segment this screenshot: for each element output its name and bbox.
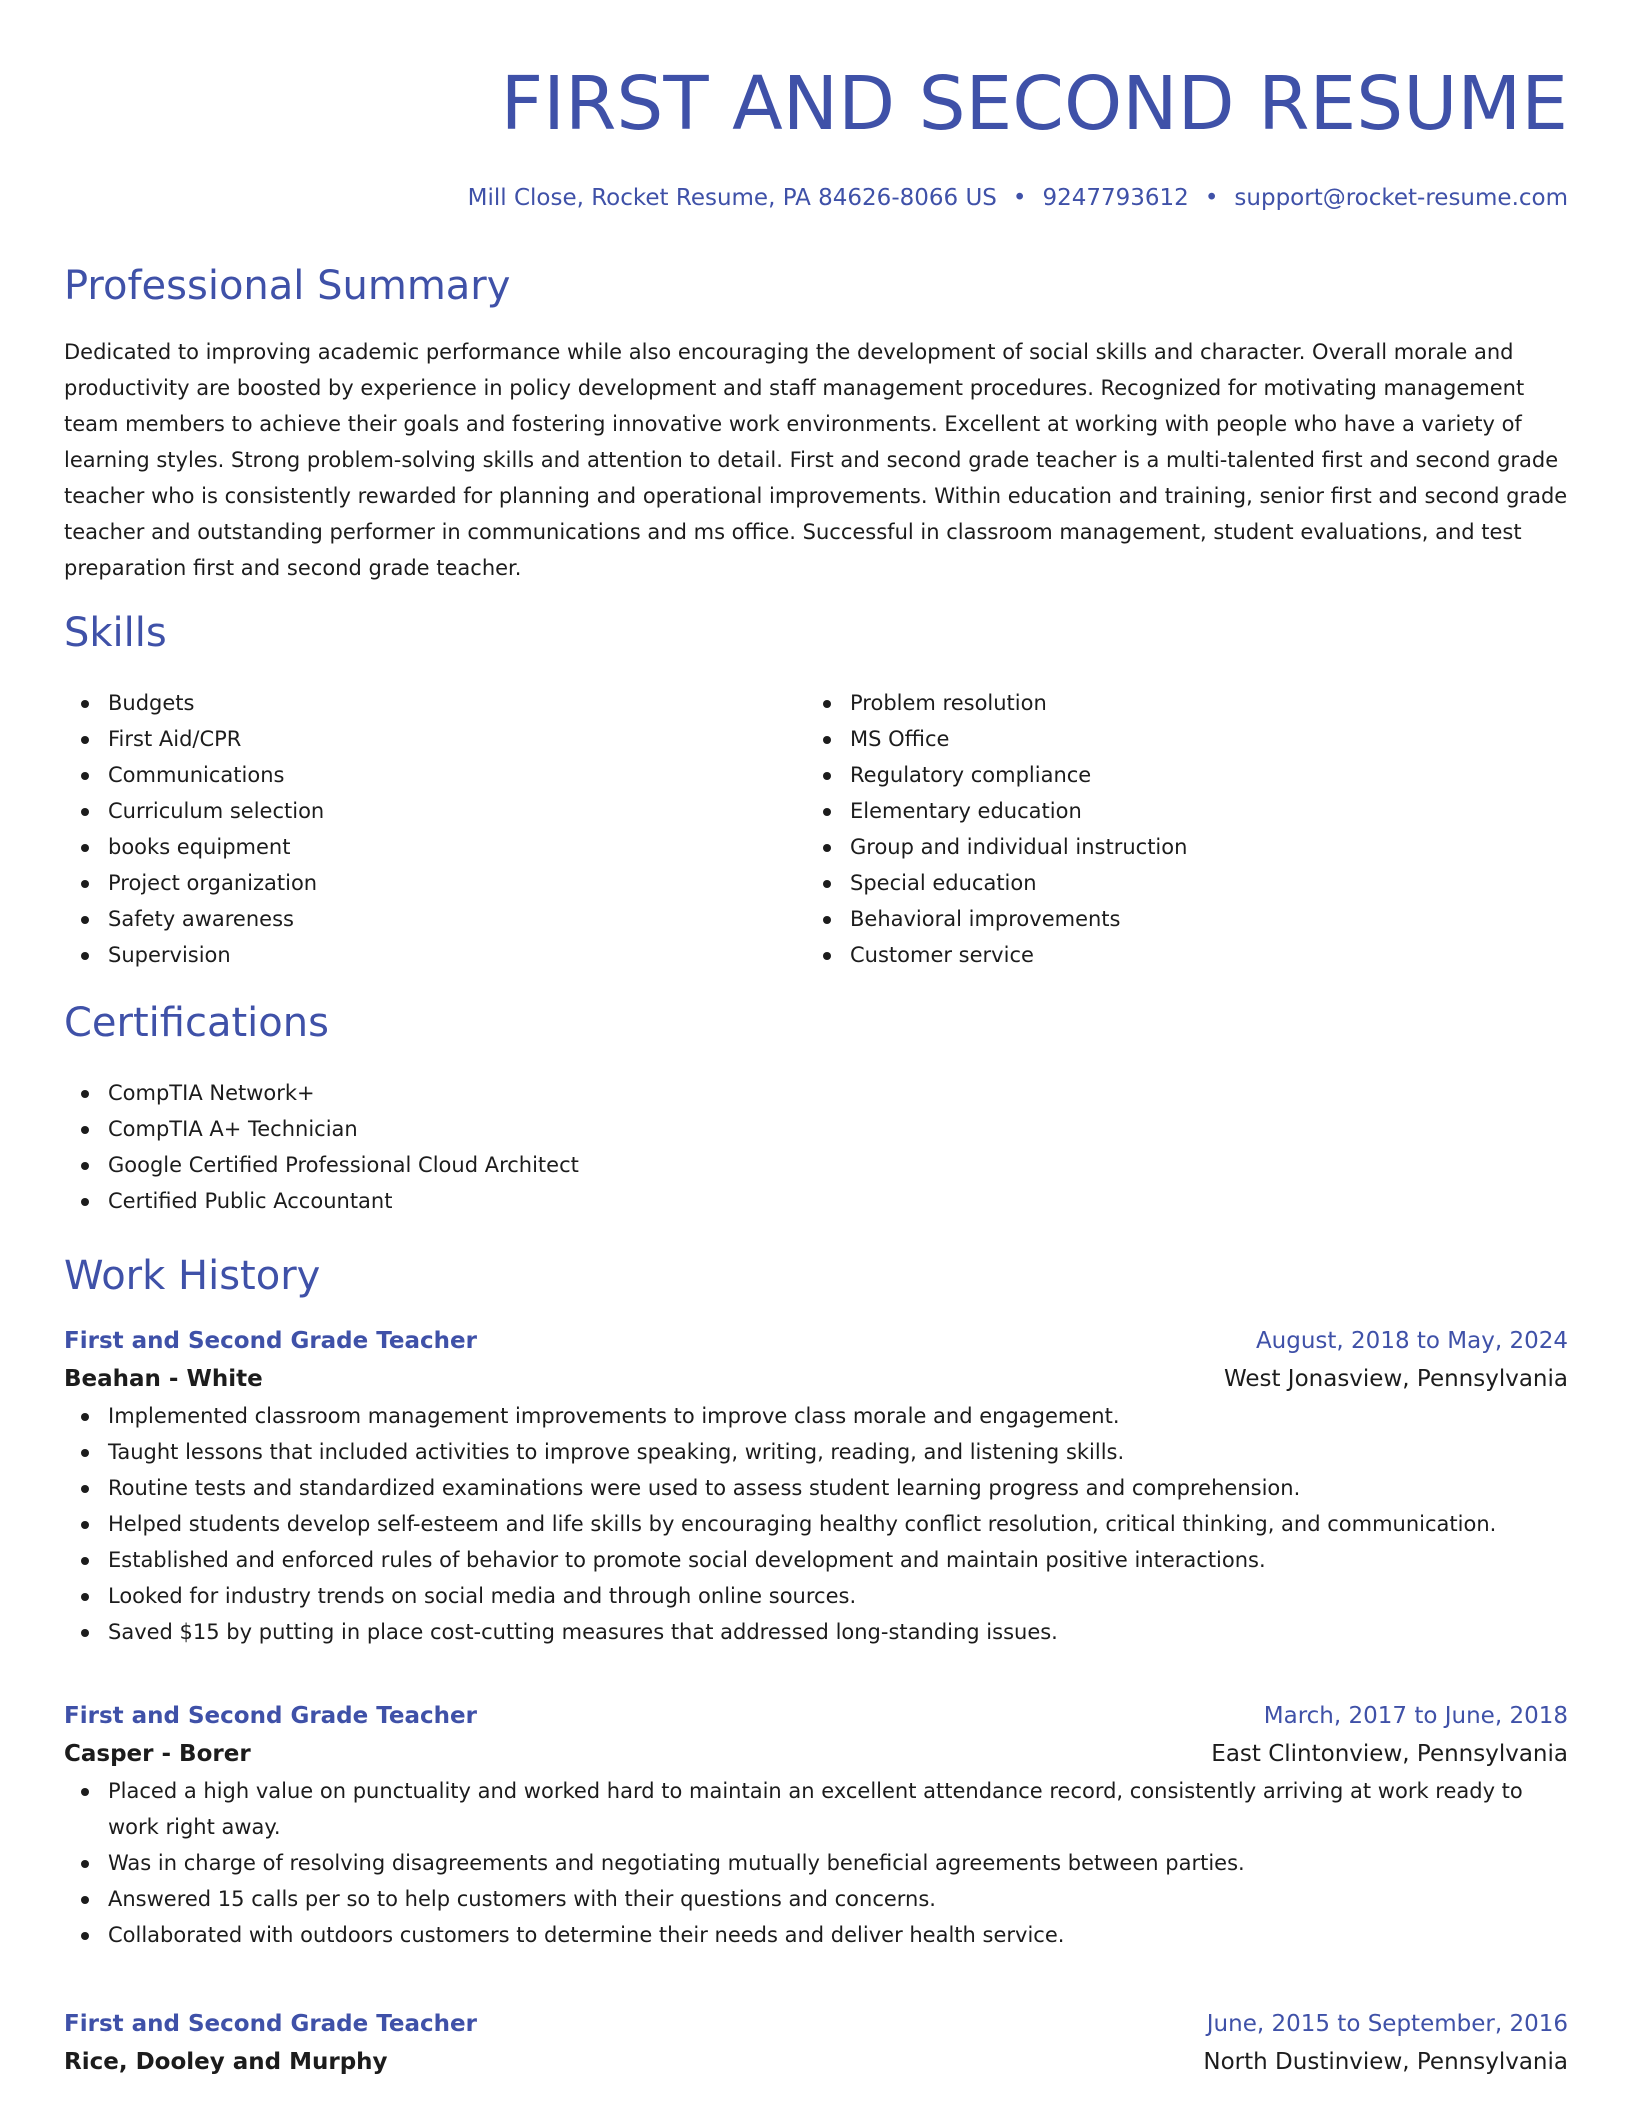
- certification-item: Certified Public Accountant: [64, 1183, 1568, 1219]
- job-location: East Clintonview, Pennsylvania: [1211, 1741, 1568, 1767]
- job-location: North Dustinview, Pennsylvania: [1203, 2049, 1568, 2075]
- skill-item: Supervision: [64, 937, 804, 973]
- contact-phone: 9247793612: [1042, 185, 1189, 211]
- section-title-work-history: Work History: [64, 1253, 321, 1299]
- job-dates: August, 2018 to May, 2024: [1255, 1328, 1568, 1354]
- job-bullet: Answered 15 calls per so to help customers with their questions and concerns.: [64, 1881, 1568, 1917]
- skill-item: Regulatory compliance: [806, 757, 1546, 793]
- job-company-row: [64, 1360, 1568, 1398]
- section-title-skills: Skills: [64, 610, 167, 656]
- contact-separator: •: [1204, 185, 1219, 211]
- job-bullet: Routine tests and standardized examinations were used to assess student learning progress and comprehension.: [64, 1470, 1568, 1506]
- job-bullet: Placed a high value on punctuality and worked hard to maintain an excellent attendance record, consistently arriving at work ready to work right away.: [64, 1773, 1568, 1845]
- job-company: Beahan - White: [64, 1366, 263, 1392]
- job-title: First and Second Grade Teacher: [64, 1703, 477, 1729]
- job-company-row: [64, 1735, 1568, 1773]
- job-company: Rice, Dooley and Murphy: [64, 2049, 388, 2075]
- contact-line: [468, 178, 1568, 218]
- skills-list-left: [64, 685, 804, 973]
- job-bullet: Established and enforced rules of behavior to promote social development and maintain positive interactions.: [64, 1542, 1568, 1578]
- skill-item: MS Office: [806, 721, 1546, 757]
- certification-item: CompTIA Network+: [64, 1075, 1568, 1111]
- job-entry: [64, 2005, 1568, 2081]
- summary-text: Dedicated to improving academic performance while also encouraging the development of social skills and character. Overall morale and productivity are boosted by experience in policy development and staff management procedures. Recognized for motivating management team members to achieve their goals and fostering innovative work environments. Excellent at working with people who have a variety of learning styles. Strong problem-solving skills and attention to detail. First and second grade teacher is a multi-talented first and second grade teacher who is consistently rewarded for planning and operational improvements. Within education and training, senior first and second grade teacher and outstanding performer in communications and ms office. Successful in classroom management, student evaluations, and test preparation first and second grade teacher.: [64, 340, 1568, 580]
- skill-item: Behavioral improvements: [806, 901, 1546, 937]
- job-header-row: [64, 1697, 1568, 1735]
- contact-email: support@rocket-resume.com: [1234, 185, 1568, 211]
- skill-item: Communications: [64, 757, 804, 793]
- section-title-summary: Professional Summary: [64, 263, 511, 309]
- job-entry: [64, 1322, 1568, 1650]
- skill-item: Project organization: [64, 865, 804, 901]
- skill-item: Group and individual instruction: [806, 829, 1546, 865]
- job-bullet: Implemented classroom management improvements to improve class morale and engagement.: [64, 1398, 1568, 1434]
- job-bullets: [64, 1398, 1568, 1650]
- job-company: Casper - Borer: [64, 1741, 251, 1767]
- job-bullet: Collaborated with outdoors customers to determine their needs and deliver health service.: [64, 1917, 1568, 1953]
- contact-address: Mill Close, Rocket Resume, PA 84626-8066 US: [467, 185, 997, 211]
- job-title: First and Second Grade Teacher: [64, 2011, 477, 2037]
- skill-item: books equipment: [64, 829, 804, 865]
- skill-item: Special education: [806, 865, 1546, 901]
- job-header-row: [64, 1322, 1568, 1360]
- job-bullets: [64, 1773, 1568, 1953]
- job-company-row: [64, 2043, 1568, 2081]
- certification-item: Google Certified Professional Cloud Architect: [64, 1147, 1568, 1183]
- job-header-row: [64, 2005, 1568, 2043]
- skills-list-right: [806, 685, 1546, 973]
- skill-item: Customer service: [806, 937, 1546, 973]
- skill-item: Safety awareness: [64, 901, 804, 937]
- contact-separator: •: [1012, 185, 1027, 211]
- job-title: First and Second Grade Teacher: [64, 1328, 477, 1354]
- skill-item: Budgets: [64, 685, 804, 721]
- job-bullet: Looked for industry trends on social media and through online sources.: [64, 1578, 1568, 1614]
- section-title-certifications: Certifications: [64, 1000, 329, 1046]
- job-bullet: Taught lessons that included activities to improve speaking, writing, reading, and listening skills.: [64, 1434, 1568, 1470]
- skill-item: Elementary education: [806, 793, 1546, 829]
- job-dates: March, 2017 to June, 2018: [1263, 1703, 1568, 1729]
- resume-title: FIRST AND SECOND RESUME: [500, 61, 1568, 147]
- skill-item: Problem resolution: [806, 685, 1546, 721]
- job-entry: [64, 1697, 1568, 1953]
- job-bullet: Was in charge of resolving disagreements and negotiating mutually beneficial agreements between parties.: [64, 1845, 1568, 1881]
- skill-item: First Aid/CPR: [64, 721, 804, 757]
- job-bullet: Saved $15 by putting in place cost-cutting measures that addressed long-standing issues.: [64, 1614, 1568, 1650]
- job-location: West Jonasview, Pennsylvania: [1223, 1366, 1568, 1392]
- certifications-list: [64, 1075, 1568, 1219]
- job-bullet: Helped students develop self-esteem and life skills by encouraging healthy conflict resolution, critical thinking, and communication.: [64, 1506, 1568, 1542]
- certification-item: CompTIA A+ Technician: [64, 1111, 1568, 1147]
- job-dates: June, 2015 to September, 2016: [1206, 2011, 1568, 2037]
- skill-item: Curriculum selection: [64, 793, 804, 829]
